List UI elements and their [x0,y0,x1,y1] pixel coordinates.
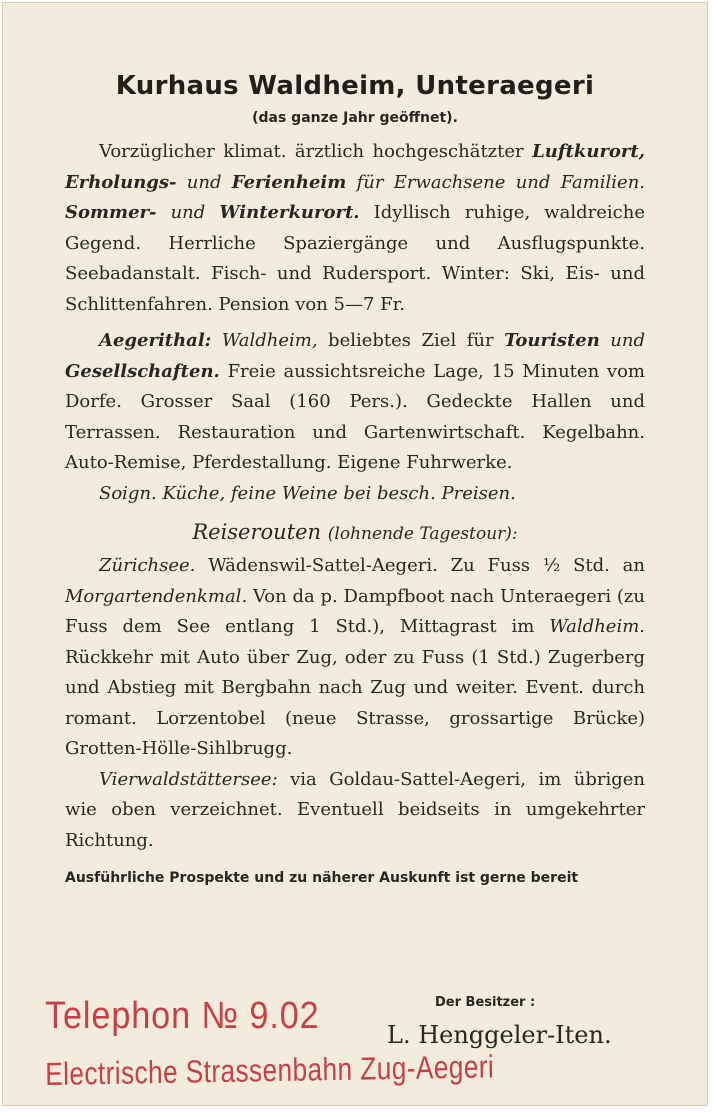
emphasis-ferienheim: Ferienheim [231,171,347,193]
text-run: Freie aussichtsreiche Lage, 15 Minuten vom Dorfe. Grosser Saal (160 Pers.). Gedeckte Hallen und Terrassen. Restauration und Gartenwirtschaft. Kegelbahn. Auto-Remise, Pferdestallung. Eigene Fuhrwerke. [65,360,645,473]
text-run: Rückkehr mit Auto über Zug, oder zu Fuss (1 Std.) Zugerberg und Abstieg mit Bergbahn nach Zug und weiter. Event. durch romant. Lorzentobel (neue Strasse, grossartige Brücke) Grotten-Hölle-Sihlbrugg. [65,646,645,759]
emphasis-aegerithal: Aegerithal: [99,330,212,351]
emphasis-luftkurort: Luftkurort, Erholungs- [65,141,645,193]
text-run: und [156,202,220,223]
tram-stamp: Electrische Strassenbahn Zug-Aegeri [45,1048,495,1092]
aegerithal-paragraph [65,326,645,479]
text-run: via Goldau-Sattel-Aegeri, im übrigen wie oben verzeichnet. Eventuell beidseits in umgekehrter Richtung. [65,768,645,851]
text-run: Idyllisch ruhige, waldreiche Gegend. Herrliche Spaziergänge und Ausflugspunkte. Seebadanstalt. Fisch- und Rudersport. Winter: Ski, Eis- und Schlittenfahren. Pension von 5—7 Fr. [65,202,645,315]
route-vierwaldstattersee [65,765,645,857]
owner-name: L. Henggeler-Iten. [387,1021,612,1049]
place-waldheim: Waldheim. [549,616,645,637]
cuisine-line: Soign. Küche, feine Weine bei besch. Preisen. [99,482,516,504]
route-name: Zürichsee. [99,555,196,576]
text-run: Waldheim, [211,330,318,351]
text-run: und [176,171,232,193]
page-title: Kurhaus Waldheim, Unteraegeri [115,71,595,101]
subtitle: (das ganze Jahr geöffnet). [252,110,458,126]
emphasis-winterkurort: Winterkurort. [219,202,360,223]
text-run: beliebtes Ziel für [317,330,505,351]
place-morgartendenkmal: Morgartendenkmal. [65,585,248,607]
intro-paragraph [65,137,645,320]
footer-note: Ausführliche Prospekte und zu näherer Auskunft ist gerne bereit [65,870,579,886]
owner-label: Der Besitzer : [435,995,536,1010]
routes-title: Reiserouten [192,520,322,544]
routes-subtitle: (lohnende Tagestour): [327,524,518,544]
route-name: Vierwaldstättersee: [99,768,278,790]
card-text [65,67,645,890]
text-run: Wädenswil-Sattel-Aegeri. Zu Fuss ½ Std. an [195,555,645,576]
emphasis-gesellschaften: Gesellschaften. [65,360,220,382]
routes-heading [65,515,645,551]
text-run: Vorzüglicher klimat. ärztlich hochgeschätzter [99,141,533,162]
text-run: und [599,330,645,351]
route-zurichsee [65,551,645,765]
postcard [2,2,708,1106]
telephone-stamp: Telephon № 9.02 [45,995,320,1037]
emphasis-touristen: Touristen [504,330,600,351]
text-run: für Erwachsene und Familien. [346,171,646,193]
emphasis-sommer: Sommer- [65,202,157,223]
text-run: Von da p. Dampfboot nach Unteraegeri (zu Fuss dem See entlang 1 Std.), Mittagrast im [65,585,645,637]
